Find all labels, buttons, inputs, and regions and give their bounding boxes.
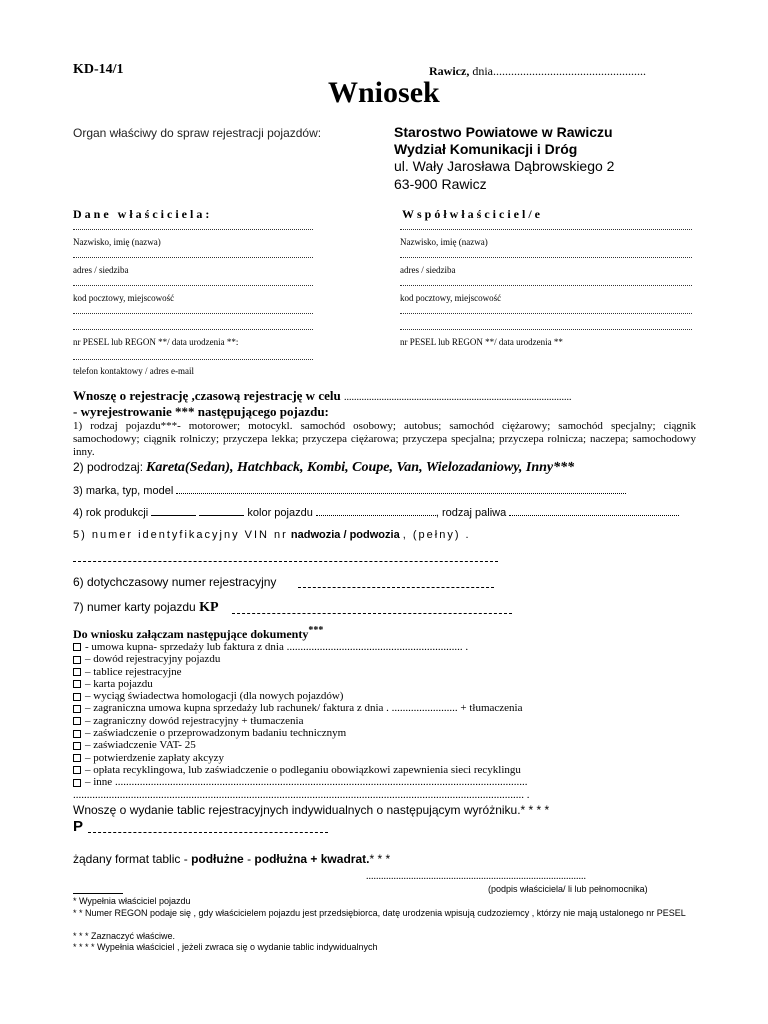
attachment-checkbox[interactable] bbox=[73, 680, 81, 688]
format-option-long-square[interactable]: podłużna + kwadrat. bbox=[254, 852, 370, 866]
vin-field[interactable] bbox=[73, 561, 498, 562]
attachment-checkbox[interactable] bbox=[73, 754, 81, 762]
plate-prefix: P bbox=[73, 818, 84, 835]
format-option-long[interactable]: podłużne bbox=[191, 852, 244, 866]
color-field[interactable] bbox=[316, 515, 436, 516]
fuel-label: , rodzaj paliwa bbox=[435, 507, 507, 519]
attachment-checkbox[interactable] bbox=[73, 668, 81, 676]
date-label: dnia bbox=[472, 64, 493, 78]
attachment-checkbox[interactable] bbox=[73, 656, 81, 664]
plate-identifier-field[interactable] bbox=[88, 832, 328, 833]
format-label: żądany format tablic - bbox=[73, 852, 188, 866]
attachment-checkbox[interactable] bbox=[73, 766, 81, 774]
attachment-item: – wyciąg świadectwa homologacji (dla nowych pojazdów) bbox=[73, 690, 530, 702]
attachments-heading-stars: *** bbox=[308, 625, 324, 636]
page-title: Wniosek bbox=[328, 76, 440, 109]
authority-city: 63-900 Rawicz bbox=[394, 176, 487, 192]
request-line-1 bbox=[73, 388, 571, 404]
vehicle-card-field[interactable] bbox=[232, 613, 512, 614]
coowner-heading: Współwłaściciel/e bbox=[402, 207, 543, 221]
coowner-name-label: Nazwisko, imię (nazwa) bbox=[400, 237, 488, 247]
color-label: kolor pojazdu bbox=[247, 507, 313, 519]
attachment-extra-field[interactable]: .................................................................................................................................................................... . bbox=[73, 788, 530, 801]
owner-name-field[interactable] bbox=[73, 229, 313, 230]
footnote-4: * * * * Wypełnia właściciel , jeżeli zwraca się o wydanie tablic indywidualnych bbox=[73, 942, 378, 952]
vehicle-card-item bbox=[73, 600, 219, 616]
attachment-item: - umowa kupna- sprzedaży lub faktura z dnia ................................................................ . bbox=[73, 641, 530, 653]
attachments-heading-text: Do wniosku załączam następujące dokumenty bbox=[73, 627, 309, 641]
year-color-fuel-item bbox=[73, 507, 679, 519]
date-field[interactable]: ................................................... bbox=[493, 64, 646, 78]
place-date bbox=[429, 64, 646, 79]
attachment-item: – tablice rejestracyjne bbox=[73, 666, 530, 678]
attachment-item: – karta pojazdu bbox=[73, 678, 530, 690]
year-field-2[interactable] bbox=[199, 515, 244, 516]
owner-name-label: Nazwisko, imię (nazwa) bbox=[73, 237, 161, 247]
subtype-options: Kareta(Sedan), Hatchback, Kombi, Coupe, Van, Wielozadaniowy, Inny*** bbox=[146, 460, 575, 475]
coowner-postal-label: kod pocztowy, miejscowość bbox=[400, 293, 502, 303]
owner-id-label: nr PESEL lub REGON **/ data urodzenia **: bbox=[73, 337, 239, 347]
request-line-2: - wyrejestrowanie *** następującego pojazdu: bbox=[73, 404, 329, 419]
attachment-checkbox[interactable] bbox=[73, 705, 81, 713]
attachment-checkbox[interactable] bbox=[73, 643, 81, 651]
attachment-checkbox[interactable] bbox=[73, 693, 81, 701]
coowner-name-field[interactable] bbox=[400, 229, 692, 230]
attachment-checkbox[interactable] bbox=[73, 742, 81, 750]
attachment-item: – dowód rejestracyjny pojazdu bbox=[73, 653, 530, 665]
place-label: Rawicz, bbox=[429, 64, 470, 78]
year-label: 4) rok produkcji bbox=[73, 507, 149, 519]
footnote-3: * * * Zaznaczyć właściwe. bbox=[73, 931, 176, 941]
owner-phone-field[interactable] bbox=[73, 359, 313, 360]
attachment-item: – inne ...................................................................................................................................................... bbox=[73, 776, 530, 788]
owner-id-field-1[interactable] bbox=[73, 313, 313, 314]
vin-item bbox=[73, 529, 471, 541]
attachment-item: – zagraniczny dowód rejestracyjny + tłumaczenia bbox=[73, 715, 530, 727]
footnote-2: * * Numer REGON podaje się , gdy właścicielem pojazdu jest przedsiębiorca, datę urodzenia wpisują cudzoziemcy , którzy nie mają ustalonego nr PESEL bbox=[73, 908, 686, 918]
vehicle-card-prefix: KP bbox=[199, 600, 219, 615]
authority-name-1: Starostwo Powiatowe w Rawiczu bbox=[394, 124, 613, 140]
vehicle-subtype-item bbox=[73, 460, 574, 476]
authority-label: Organ właściwy do spraw rejestracji pojazdów: bbox=[73, 126, 322, 140]
footnote-separator bbox=[73, 893, 123, 894]
plate-format-item bbox=[73, 852, 390, 866]
coowner-postal-field[interactable] bbox=[400, 285, 692, 286]
fuel-field[interactable] bbox=[509, 515, 679, 516]
make-model-label: 3) marka, typ, model bbox=[73, 485, 174, 497]
request-purpose-field[interactable]: ........................................................................................... bbox=[343, 392, 572, 403]
owner-id-field-2[interactable] bbox=[73, 329, 313, 330]
format-stars: * * * bbox=[369, 852, 391, 866]
attachment-item: – zagraniczna umowa kupna sprzedaży lub rachunek/ faktura z dnia . ........................ + tłumaczenia bbox=[73, 702, 530, 714]
authority-name-2: Wydział Komunikacji i Dróg bbox=[394, 141, 578, 157]
prev-registration-label: 6) dotychczasowy numer rejestracyjny bbox=[73, 575, 277, 589]
attachment-item: – opłata recyklingowa, lub zaświadczenie o podleganiu obowiązkowi zapewnienia sieci recyklingu bbox=[73, 764, 530, 776]
attachment-checkbox[interactable] bbox=[73, 779, 81, 787]
vin-body-label: nadwozia / podwozia bbox=[290, 529, 400, 541]
owner-heading: Dane właściciela: bbox=[73, 207, 213, 221]
attachment-item: – zaświadczenie o przeprowadzonym badaniu technicznym bbox=[73, 727, 530, 739]
owner-postal-field[interactable] bbox=[73, 285, 313, 286]
coowner-id-field-2[interactable] bbox=[400, 329, 692, 330]
attachment-item: – zaświadczenie VAT- 25 bbox=[73, 739, 530, 751]
vin-label: 5) numer identyfikacyjny VIN nr bbox=[73, 529, 288, 541]
attachment-item: – potwierdzenie zapłaty akcyzy bbox=[73, 752, 530, 764]
vehicle-card-label: 7) numer karty pojazdu bbox=[73, 600, 196, 614]
signature-field[interactable]: ........................................................................................ bbox=[366, 871, 586, 882]
plates-request: Wnoszę o wydanie tablic rejestracyjnych indywidualnych o następującym wyróżniku.* * * * bbox=[73, 803, 550, 817]
attachments-list bbox=[73, 641, 530, 801]
make-model-item bbox=[73, 485, 626, 497]
owner-address-label: adres / siedziba bbox=[73, 265, 129, 275]
coowner-id-label: nr PESEL lub REGON **/ data urodzenia ** bbox=[400, 337, 563, 347]
request-line-1-text: Wnoszę o rejestrację ,czasową rejestrację w celu bbox=[73, 388, 341, 403]
make-model-field[interactable] bbox=[176, 493, 626, 494]
year-field[interactable] bbox=[151, 515, 196, 516]
attachments-heading bbox=[73, 625, 323, 642]
subtype-label: 2) podrodzaj: bbox=[73, 460, 144, 474]
attachment-checkbox[interactable] bbox=[73, 730, 81, 738]
owner-phone-label: telefon kontaktowy / adres e-mail bbox=[73, 366, 194, 376]
vin-full-label: , (pełny) . bbox=[402, 529, 471, 541]
owner-address-field[interactable] bbox=[73, 257, 313, 258]
coowner-address-field[interactable] bbox=[400, 257, 692, 258]
owner-postal-label: kod pocztowy, miejscowość bbox=[73, 293, 175, 303]
authority-street: ul. Wały Jarosława Dąbrowskiego 2 bbox=[394, 158, 615, 174]
signature-caption: (podpis właściciela/ li lub pełnomocnika) bbox=[488, 884, 648, 894]
format-separator: - bbox=[247, 852, 252, 866]
footnote-1: * Wypełnia właściciel pojazdu bbox=[73, 896, 191, 906]
vehicle-type-item: 1) rodzaj pojazdu***- motorower; motocykl. samochód osobowy; autobus; samochód ciężarowy; samochód specjalny; ciągnik samochodowy; ciągnik rolniczy; przyczepa lekka; przyczepa ciężarowa; przyczepa specjalna; przyczepa rolnicza; naczepa; samochodowy inny. bbox=[73, 420, 696, 458]
prev-registration-field[interactable] bbox=[298, 587, 494, 588]
coowner-id-field-1[interactable] bbox=[400, 313, 692, 314]
attachment-checkbox[interactable] bbox=[73, 717, 81, 725]
form-code: KD-14/1 bbox=[73, 62, 124, 77]
prev-registration-item bbox=[73, 575, 276, 589]
coowner-address-label: adres / siedziba bbox=[400, 265, 456, 275]
